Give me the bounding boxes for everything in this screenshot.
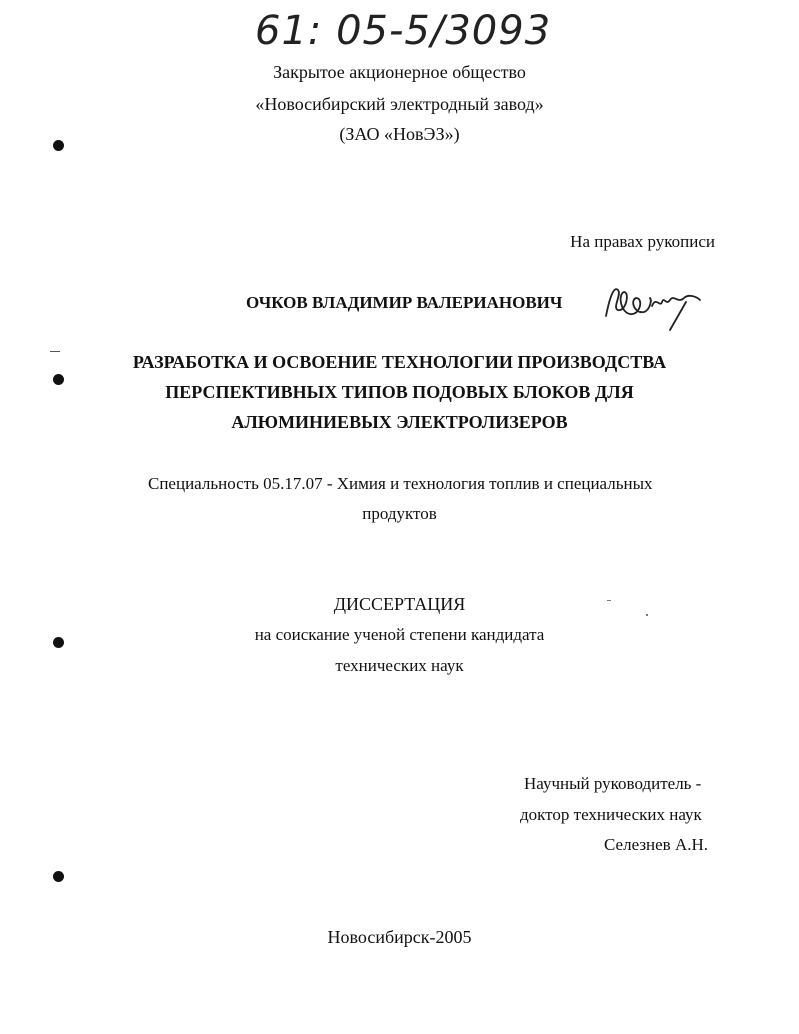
specialty-line-1: Специальность 05.17.07 - Химия и технология топлив и специальных (148, 474, 653, 493)
dissertation-line-2: технических наук (335, 656, 464, 675)
binding-hole-mark (53, 140, 64, 151)
supervisor-line-1: Научный руководитель - (524, 774, 702, 793)
scan-speck (50, 351, 60, 352)
handwritten-archive-code: 61: 05-5/3093 (255, 8, 552, 54)
organization-line-3: (ЗАО «НовЭЗ») (339, 124, 460, 144)
signature (600, 278, 710, 338)
title-line-3: АЛЮМИНИЕВЫХ ЭЛЕКТРОЛИЗЕРОВ (231, 412, 568, 432)
binding-hole-mark (53, 374, 64, 385)
binding-hole-mark (53, 871, 64, 882)
city-year: Новосибирск-2005 (327, 927, 472, 947)
scan-speck (646, 614, 648, 616)
title-line-1: РАЗРАБОТКА И ОСВОЕНИЕ ТЕХНОЛОГИИ ПРОИЗВОДСТВА (132, 352, 667, 372)
scan-speck (607, 600, 611, 601)
specialty-line-2: продуктов (362, 504, 437, 523)
author-name: ОЧКОВ ВЛАДИМИР ВАЛЕРИАНОВИЧ (246, 293, 563, 312)
supervisor-line-2: доктор технических наук (520, 805, 702, 824)
manuscript-note: На правах рукописи (570, 232, 715, 251)
title-line-2: ПЕРСПЕКТИВНЫХ ТИПОВ ПОДОВЫХ БЛОКОВ ДЛЯ (165, 382, 634, 402)
organization-line-1: Закрытое акционерное общество (273, 62, 526, 82)
supervisor-line-3: Селезнев А.Н. (604, 835, 709, 854)
dissertation-line-1: на соискание ученой степени кандидата (254, 625, 545, 644)
binding-hole-mark (53, 637, 64, 648)
dissertation-heading: ДИССЕРТАЦИЯ (333, 594, 466, 614)
organization-line-2: «Новосибирский электродный завод» (255, 94, 544, 114)
